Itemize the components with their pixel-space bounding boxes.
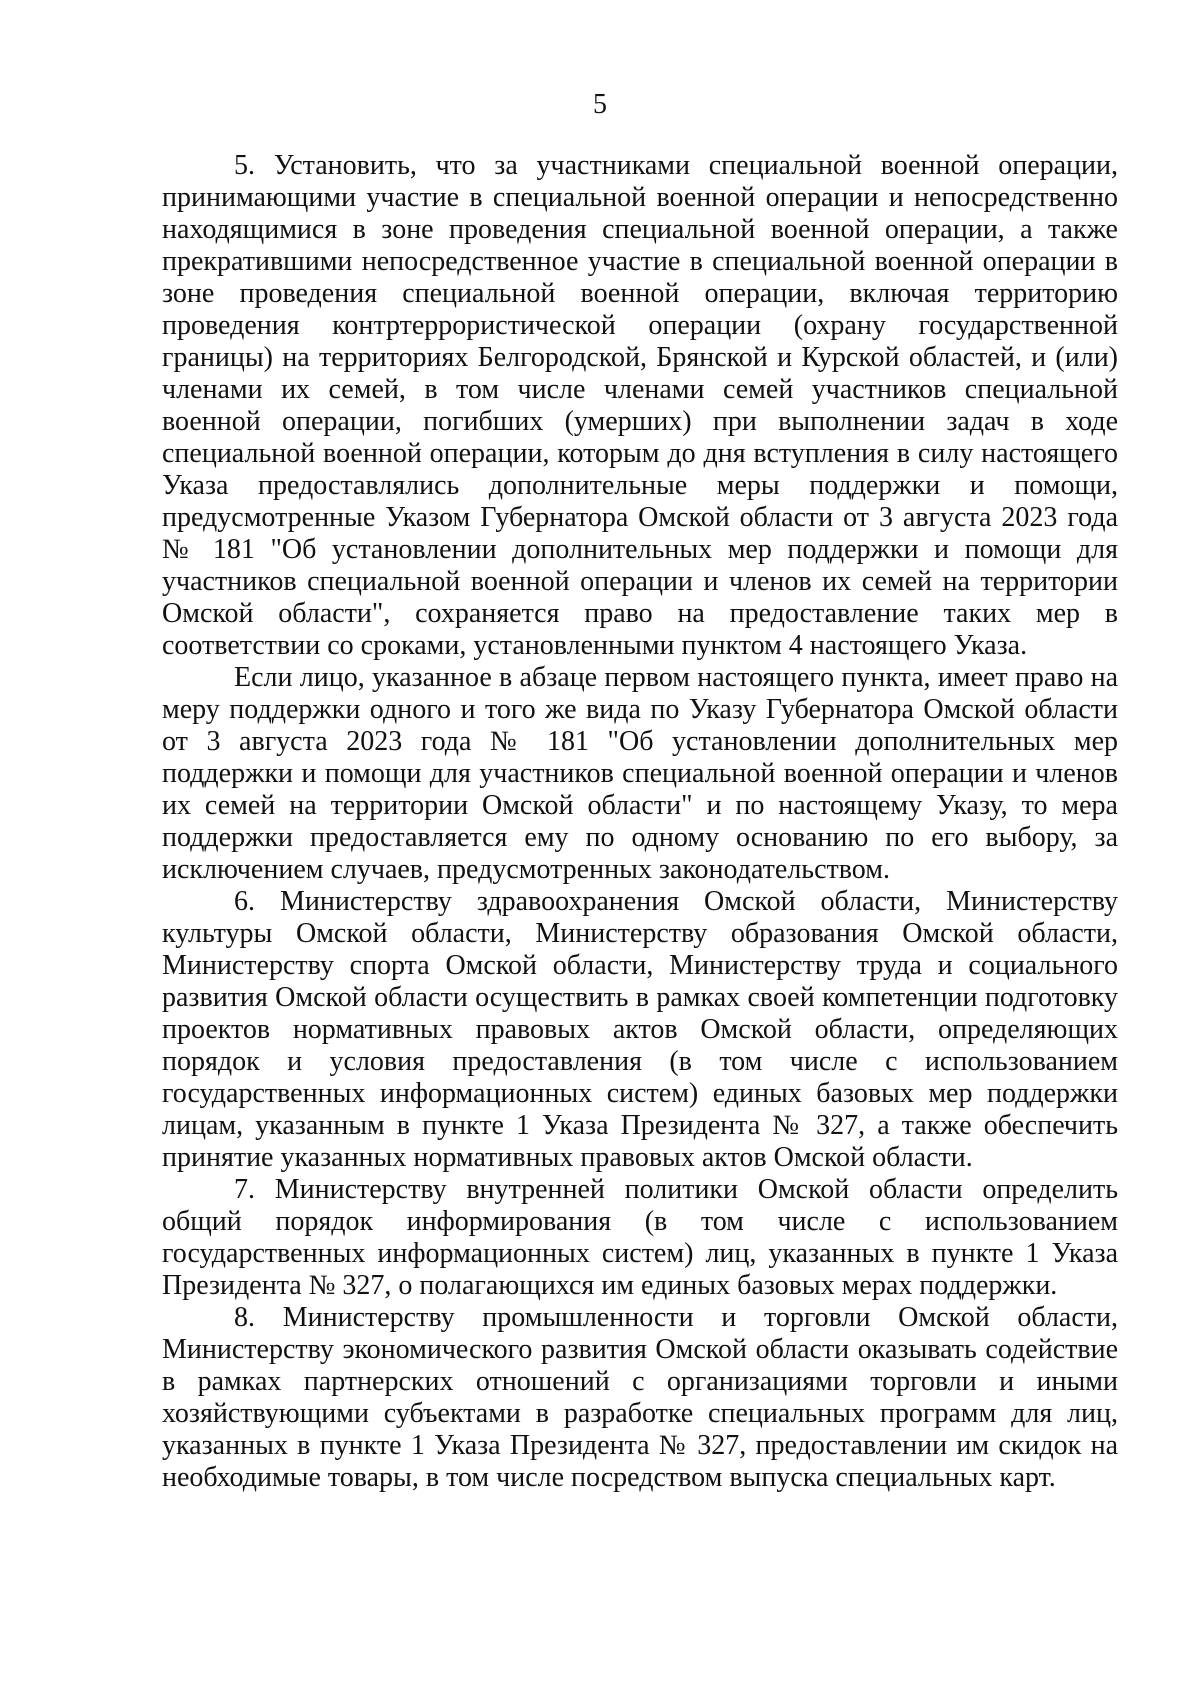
- paragraph-item-5-abzac-2: Если лицо, указанное в абзаце первом настоящего пункта, имеет право на меру поддержки одного и того же вида по Указу Губернатора Омской области от 3 августа 2023 года № 181 "Об установлении дополнительных мер поддержки и помощи для участников специальной военной операции и членов их семей на территории Омской области" и по настоящему Указу, то мера поддержки предоставляется ему по одному основанию по его выбору, за исключением случаев, предусмотренных законодательством.: [162, 662, 1118, 885]
- paragraph-item-6: 6. Министерству здравоохранения Омской области, Министерству культуры Омской области, Министерству образования Омской области, Министерству спорта Омской области, Министерству труда и социального развития Омской области осуществить в рамках своей компетенции подготовку проектов нормативных правовых актов Омской области, определяющих порядок и условия предоставления (в том числе с использованием государственных информационных систем) единых базовых мер поддержки лицам, указанным в пункте 1 Указа Президента № 327, а также обеспечить принятие указанных нормативных правовых актов Омской области.: [162, 886, 1118, 1173]
- page-number: 5: [593, 89, 607, 120]
- document-body: [162, 150, 1118, 1494]
- paragraph-item-5: 5. Установить, что за участниками специальной военной операции, принимающими участие в специальной военной операции и непосредственно находящимися в зоне проведения специальной военной операции, а также прекратившими непосредственное участие в специальной военной операции в зоне проведения специальной военной операции, включая территорию проведения контртеррористической операции (охрану государственной границы) на территориях Белгородской, Брянской и Курской областей, и (или) членами их семей, в том числе членами семей участников специальной военной операции, погибших (умерших) при выполнении задач в ходе специальной военной операции, которым до дня вступления в силу настоящего Указа предоставлялись дополнительные меры поддержки и помощи, предусмотренные Указом Губернатора Омской области от 3 августа 2023 года № 181 "Об установлении дополнительных мер поддержки и помощи для участников специальной военной операции и членов их семей на территории Омской области", сохраняется право на предоставление таких мер в соответствии со сроками, установленными пунктом 4 настоящего Указа.: [162, 150, 1118, 661]
- paragraph-item-8: 8. Министерству промышленности и торговли Омской области, Министерству экономического развития Омской области оказывать содействие в рамках партнерских отношений с организациями торговли и иными хозяйствующими субъектами в разработке специальных программ для лиц, указанных в пункте 1 Указа Президента № 327, предоставлении им скидок на необходимые товары, в том числе посредством выпуска специальных карт.: [162, 1302, 1118, 1493]
- paragraph-item-7: 7. Министерству внутренней политики Омской области определить общий порядок информирования (в том числе с использованием государственных информационных систем) лиц, указанных в пункте 1 Указа Президента № 327, о полагающихся им единых базовых мерах поддержки.: [162, 1174, 1118, 1301]
